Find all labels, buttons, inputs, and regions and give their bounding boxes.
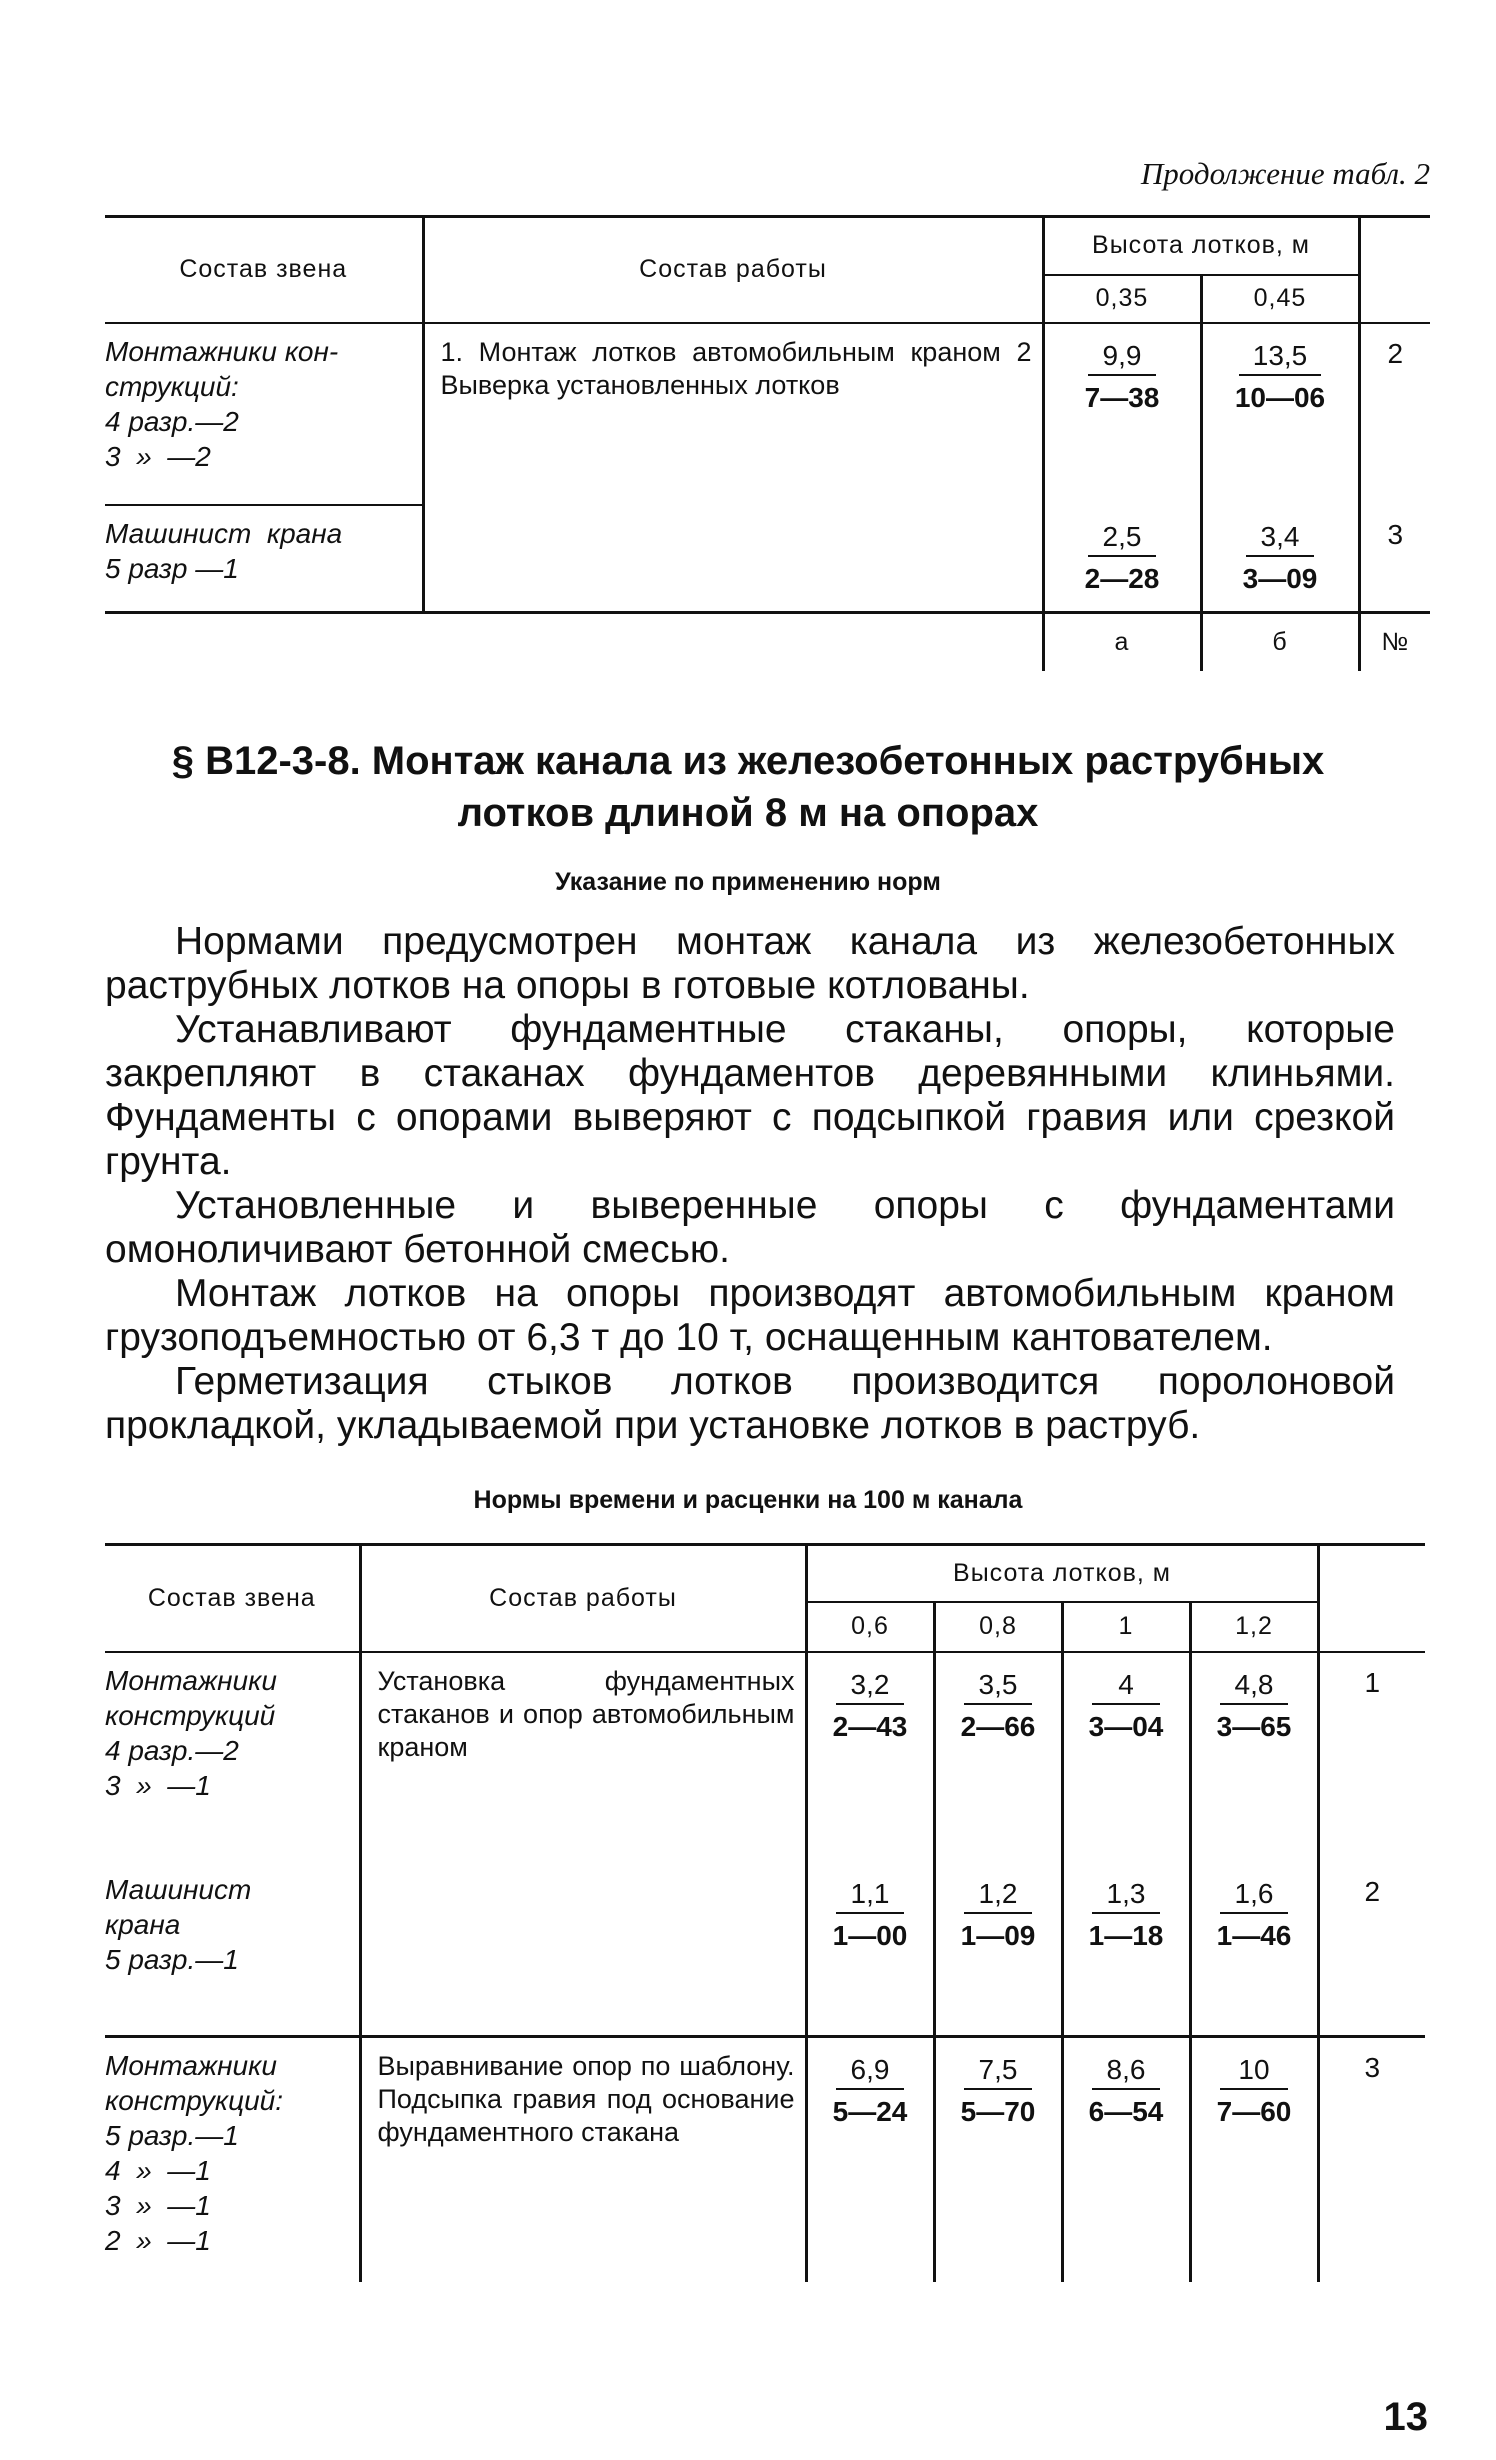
height-col: 0,35 — [1043, 275, 1201, 323]
value-cell: 1,1 1—00 — [806, 1862, 934, 2037]
value-cell: 6,9 5—24 — [806, 2037, 934, 2282]
value-cell: 4 3—04 — [1062, 1652, 1190, 1862]
value-cell: 8,6 6—54 — [1062, 2037, 1190, 2282]
row-number: 3 — [1387, 518, 1404, 550]
norms-table-continued — [105, 215, 1430, 671]
section-title: § В12-3-8. Монтаж канала из железобетонных раструбных лотков длиной 8 м на опорах — [171, 739, 1325, 835]
work-cell: Установка фундаментных стаканов и опор автомобильным краном — [360, 1652, 806, 2037]
norms-table — [105, 1543, 1425, 2282]
value-cell: 9,9 7—38 — [1043, 323, 1201, 505]
paragraph: Монтаж лотков на опоры производят автомобильным краном грузоподъемностью от 6,3 т до 10 т, оснащенным кантователем. — [105, 1272, 1395, 1359]
page-number: 13 — [1383, 2395, 1428, 2439]
body-text — [105, 920, 1395, 1448]
crew-cell: Монтажники кон- струкций: 4 разр.—2 3 » —2 — [105, 323, 423, 505]
work-cell: 1. Монтаж лотков автомобильным краном 2 Выверка установленных лотков — [423, 323, 1043, 613]
height-col: 1 — [1062, 1602, 1190, 1652]
continuation-label: Продолжение табл. 2 — [1140, 156, 1430, 191]
paragraph: Установленные и выверенные опоры с фундаментами омоноличивают бетонной смесью. — [105, 1184, 1395, 1271]
section-subtitle: Указание по применению норм — [555, 868, 941, 896]
value-cell: 4,8 3—65 — [1190, 1652, 1318, 1862]
row-number: 2 — [1364, 1875, 1381, 1907]
value-cell: 3,5 2—66 — [934, 1652, 1062, 1862]
header-crew: Состав звена — [105, 1545, 360, 1652]
column-letter: б — [1201, 613, 1359, 671]
header-work: Состав работы — [423, 217, 1043, 323]
paragraph: Нормами предусмотрен монтаж канала из железобетонных раструбных лотков на опоры в готовые котлованы. — [105, 920, 1395, 1007]
header-height: Высота лотков, м — [1043, 217, 1359, 275]
paragraph: Устанавливают фундаментные стаканы, опоры, которые закрепляют в стаканах фундаментов деревянными клиньями. Фундаменты с опорами выверяют с подсыпкой гравия или срезкой грунта. — [105, 1008, 1395, 1183]
crew-cell: Машинист крана 5 разр.—1 — [105, 1862, 360, 2037]
value-cell: 10 7—60 — [1190, 2037, 1318, 2282]
height-col: 0,8 — [934, 1602, 1062, 1652]
crew-cell: Машинист крана 5 разр —1 — [105, 505, 423, 613]
height-col: 1,2 — [1190, 1602, 1318, 1652]
value-cell: 1,3 1—18 — [1062, 1862, 1190, 2037]
paragraph: Герметизация стыков лотков производится поролоновой прокладкой, укладываемой при установке лотков в раструб. — [105, 1360, 1395, 1447]
header-work: Состав работы — [360, 1545, 806, 1652]
table-caption: Нормы времени и расценки на 100 м канала — [473, 1486, 1023, 1514]
value-cell: 2,5 2—28 — [1043, 505, 1201, 613]
crew-cell: Монтажники конструкций: 5 разр.—1 4 » —1 3 » —1 2 » —1 — [105, 2037, 360, 2282]
work-cell: Выравнивание опор по шаблону. Подсыпка гравия под основание фундаментного стакана — [360, 2037, 806, 2282]
value-cell: 3,4 3—09 — [1201, 505, 1359, 613]
column-letter: а — [1043, 613, 1201, 671]
height-col: 0,6 — [806, 1602, 934, 1652]
value-cell: 3,2 2—43 — [806, 1652, 934, 1862]
row-number: 1 — [1364, 1666, 1381, 1698]
header-crew: Состав звена — [105, 217, 423, 323]
value-cell: 1,6 1—46 — [1190, 1862, 1318, 2037]
height-col: 0,45 — [1201, 275, 1359, 323]
value-cell: 1,2 1—09 — [934, 1862, 1062, 2037]
value-cell: 7,5 5—70 — [934, 2037, 1062, 2282]
row-number: 3 — [1364, 2052, 1381, 2083]
row-number: 2 — [1387, 337, 1404, 369]
header-height: Высота лотков, м — [806, 1545, 1318, 1602]
crew-cell: Монтажники конструкций 4 разр.—2 3 » —1 — [105, 1652, 360, 1862]
value-cell: 13,5 10—06 — [1201, 323, 1359, 505]
number-sign: № — [1381, 627, 1410, 656]
